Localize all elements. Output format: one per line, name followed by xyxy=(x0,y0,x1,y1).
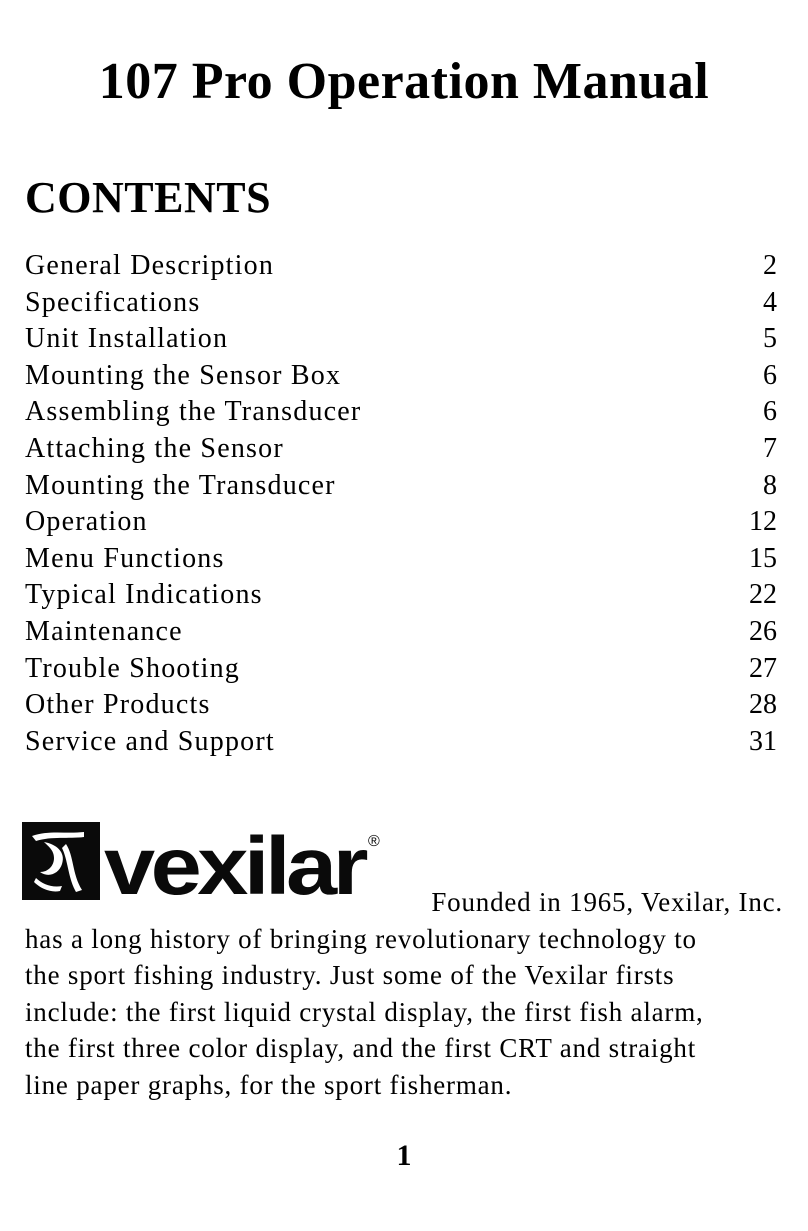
toc-entry xyxy=(25,248,777,285)
registered-mark: ® xyxy=(368,833,380,850)
intro-line: include: the first liquid crystal display, the first fish alarm, xyxy=(25,996,704,1027)
table-of-contents xyxy=(25,248,777,760)
toc-entry xyxy=(25,687,777,724)
toc-entry-title: Maintenance xyxy=(25,615,183,647)
toc-entry-title: Operation xyxy=(25,506,148,538)
logo-wordmark: vexilar xyxy=(104,821,368,902)
toc-entry-title: Assembling the Transducer xyxy=(25,396,362,428)
toc-entry-page: 26 xyxy=(749,615,777,647)
toc-entry xyxy=(25,468,777,505)
toc-entry-title: Service and Support xyxy=(25,725,275,757)
toc-entry-page: 6 xyxy=(763,396,777,428)
toc-entry xyxy=(25,577,777,614)
intro-line: line paper graphs, for the sport fisherman. xyxy=(25,1069,513,1100)
toc-entry-title: Mounting the Transducer xyxy=(25,469,336,501)
toc-entry xyxy=(25,541,777,578)
page-number: 1 xyxy=(396,1139,412,1172)
toc-entry-title: Mounting the Sensor Box xyxy=(25,359,342,391)
toc-entry-page: 15 xyxy=(749,542,777,574)
toc-entry-page: 12 xyxy=(749,506,777,538)
intro-line: Founded in 1965, Vexilar, Inc. xyxy=(431,887,783,917)
toc-entry-page: 4 xyxy=(763,286,777,318)
toc-entry-title: Attaching the Sensor xyxy=(25,432,284,464)
toc-entry-title: Typical Indications xyxy=(25,579,263,611)
toc-entry xyxy=(25,285,777,322)
intro-line: the sport fishing industry. Just some of the Vexilar firsts xyxy=(25,960,675,991)
toc-entry-page: 28 xyxy=(749,689,777,721)
toc-entry-title: Specifications xyxy=(25,286,201,318)
toc-entry xyxy=(25,321,777,358)
toc-entry xyxy=(25,614,777,651)
toc-entry xyxy=(25,724,777,761)
toc-entry xyxy=(25,358,777,395)
toc-entry-page: 2 xyxy=(763,250,777,281)
document-title: 107 Pro Operation Manual xyxy=(98,53,710,110)
toc-entry xyxy=(25,504,777,541)
contents-heading: CONTENTS xyxy=(25,173,272,222)
toc-entry-page: 6 xyxy=(763,359,777,391)
toc-entry-title: General Description xyxy=(25,250,275,281)
toc-entry-page: 31 xyxy=(749,725,777,757)
toc-entry xyxy=(25,394,777,431)
intro-paragraph xyxy=(25,884,785,1104)
intro-line: has a long history of bringing revolutionary technology to xyxy=(25,923,697,954)
toc-entry-page: 5 xyxy=(763,323,777,355)
toc-entry-page: 27 xyxy=(749,652,777,684)
toc-entry-page: 8 xyxy=(763,469,777,501)
intro-line: the first three color display, and the first CRT and straight xyxy=(25,1033,697,1064)
toc-entry xyxy=(25,651,777,688)
toc-entry-page: 7 xyxy=(763,432,777,464)
toc-entry xyxy=(25,431,777,468)
toc-entry-title: Unit Installation xyxy=(25,323,229,355)
toc-entry-title: Menu Functions xyxy=(25,542,225,574)
toc-entry-page: 22 xyxy=(749,579,777,611)
toc-entry-title: Other Products xyxy=(25,689,211,721)
toc-entry-title: Trouble Shooting xyxy=(25,652,240,684)
